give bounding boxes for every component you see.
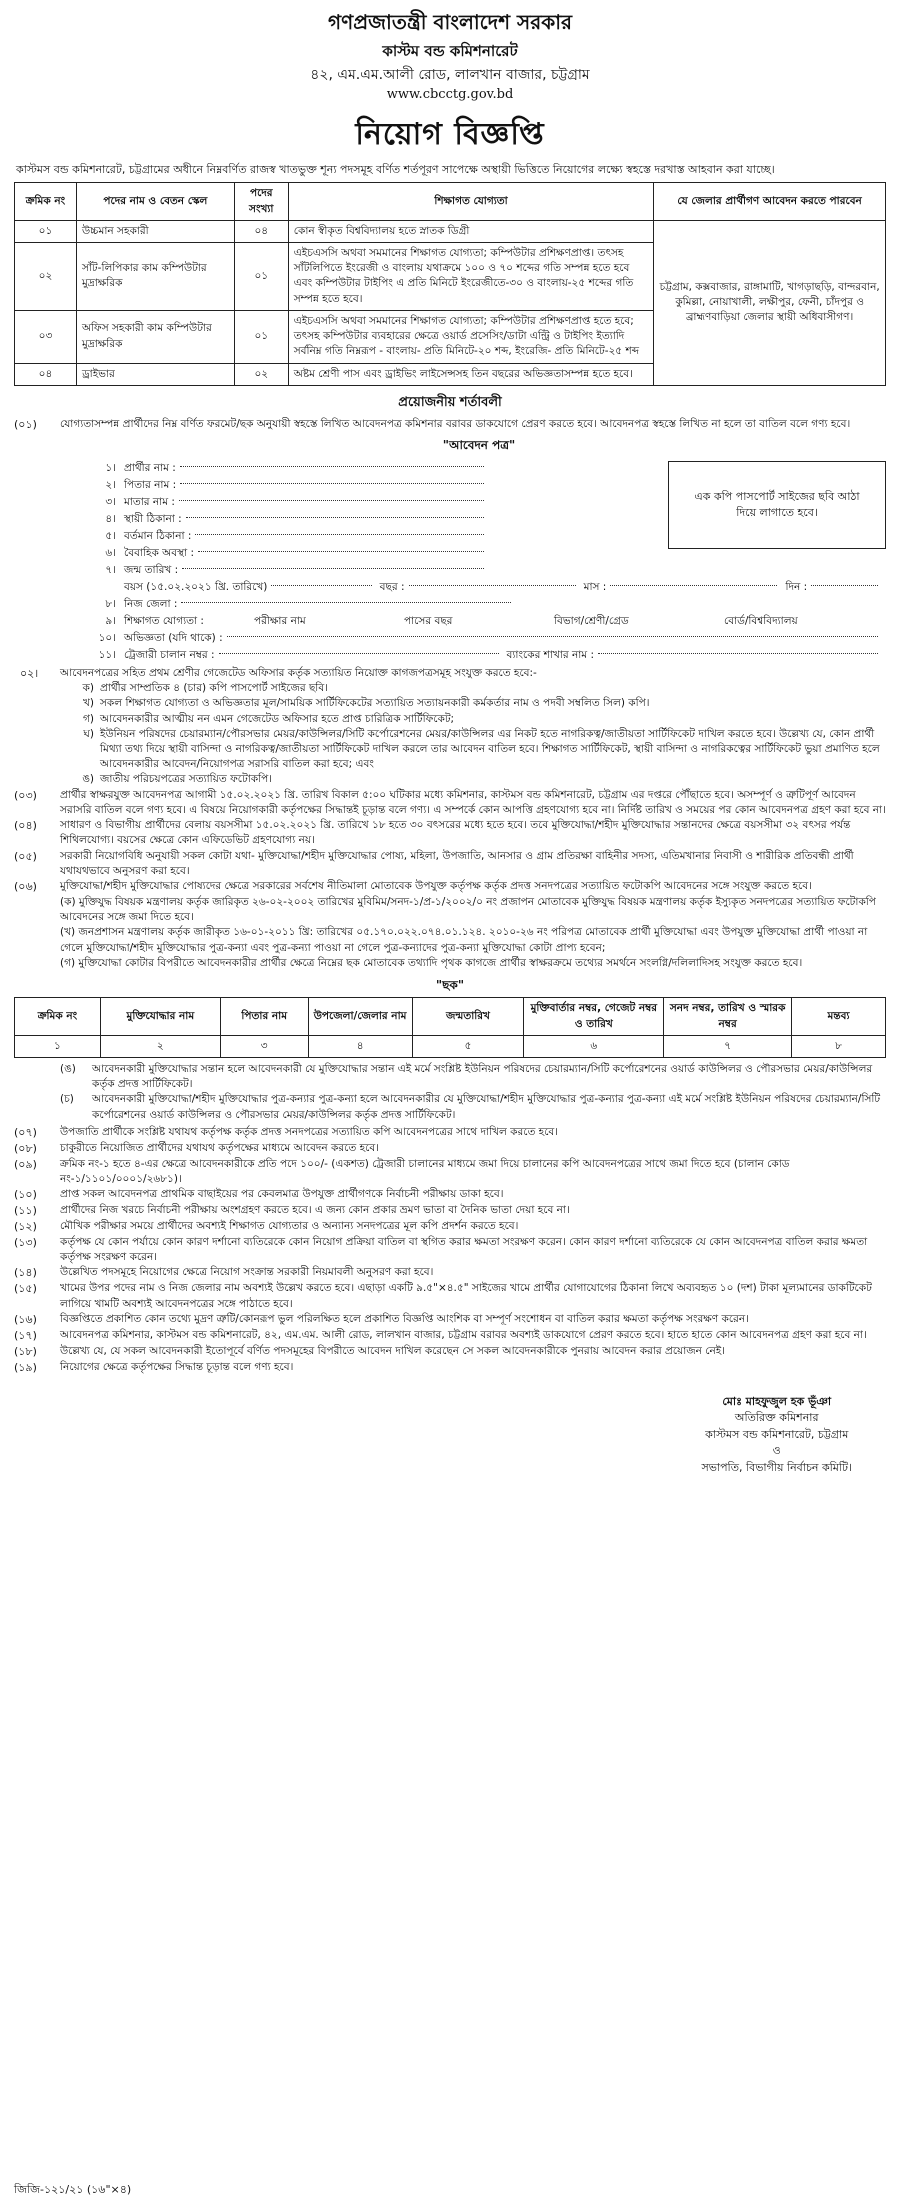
condition-item — [14, 879, 886, 895]
field-number: ৩। — [105, 495, 116, 508]
condition-number: ০২। — [20, 666, 39, 680]
form-field — [72, 647, 886, 664]
cell-post: উচ্চমান সহকারী — [76, 220, 234, 242]
condition-number: (১৮) — [14, 1344, 37, 1358]
signatory-office: কাস্টমস বন্ড কমিশনারেট, চট্টগ্রাম — [705, 1427, 849, 1441]
notice-title: নিয়োগ বিজ্ঞপ্তি — [355, 116, 545, 152]
field-number: ৭। — [105, 563, 116, 576]
field-blank — [610, 585, 777, 586]
field-number: ৯। — [105, 614, 116, 627]
condition-item — [14, 666, 886, 788]
condition-text: আবেদনপত্র কমিশনার, কাস্টমস বন্ড কমিশনারেট, ৪২, এম.এম. আলী রোড, লালখান বাজার, চট্টগ্রাম বরাবর অবশ্যই ডাকযোগে প্রেরণ করতে হবে। হাতে হাতে কোন আবেদনপত্র গ্রহণ করা হবে না। — [60, 1328, 867, 1341]
field-label: জন্ম তারিখ : — [124, 563, 179, 576]
condition-text: উল্লেখিত পদসমূহে নিয়োগের ক্ষেত্রে নিয়োগ সংক্রান্ত সরকারী নিয়মাবলী অনুসরণ করা হবে। — [60, 1266, 434, 1279]
field-label: অভিজ্ঞতা (যদি থাকে) : — [124, 631, 223, 644]
condition-text — [60, 666, 886, 788]
website-link[interactable]: www.cbcctg.gov.bd — [386, 87, 514, 103]
table-row — [15, 220, 886, 242]
item-key: গ) — [83, 712, 94, 725]
ff-th: ক্রমিক নং — [15, 998, 101, 1035]
condition-number: (১৯) — [14, 1360, 37, 1374]
field-number: ৪। — [105, 512, 116, 525]
item-text: জাতীয় পরিচয়পত্রের সত্যায়িত ফটোকপি। — [100, 773, 272, 786]
th-serial: ক্রমিক নং — [15, 183, 77, 220]
condition-item — [14, 1235, 886, 1265]
condition-number: (০৭) — [14, 1125, 37, 1139]
condition-number: (১৬) — [14, 1312, 37, 1326]
signature-block — [14, 1394, 886, 1477]
condition-item — [14, 1187, 886, 1203]
ff-cell: ৩ — [220, 1035, 308, 1057]
notice-header — [14, 8, 886, 156]
condition-02-intro: আবেদনপত্রের সহিত প্রথম শ্রেণীর গেজেটেড অফিসার কর্তৃক সত্যায়িত নিয়োক্ত কাগজপত্রসমূহ সংযুক্ত করতে হবে:- — [60, 666, 537, 679]
field-number: ৮। — [105, 597, 116, 610]
condition-number: (১৪) — [14, 1266, 37, 1280]
form-field — [72, 494, 492, 511]
notice-page — [14, 6, 886, 1476]
condition-text: যোগ্যতাসম্পন্ন প্রার্থীদের নিম্ন বর্ণিত ফরমেট/ছক অনুযায়ী স্বহস্তে লিখিত আবেদনপত্র কমিশনার বরাবর ডাকযোগে প্রেরণ করতে হবে। আবেদনপত্র স্বহস্তে লিখিত না হলে তা বাতিল বলে গণ্য হবে। — [60, 417, 851, 430]
condition-text: মুক্তিযোদ্ধা/শহীদ মুক্তিযোদ্ধার পোষ্যদের ক্ষেত্রে সরকারের সর্বশেষ নীতিমালা মোতাবেক উপযুক্ত কর্তৃপক্ষ কর্তৃক প্রদত্ত সনদপত্রের সত্যায়িত ফটোকপি আবেদনের সঙ্গে সংযুক্ত করতে হবে। — [60, 879, 812, 892]
age-month: মাস : — [583, 580, 607, 593]
field-blank — [182, 568, 484, 569]
field-number: ২। — [105, 478, 116, 491]
cell-qualification: এইচএসসি অথবা সমমানের শিক্ষাগত যোগ্যতা; কম্পিউটার প্রশিক্ষণপ্রাপ্ত হতে হবে; তৎসহ কম্পিউটার ব্যবহারের ক্ষেত্রে ওয়ার্ড প্রসেসিং/ডাটা এন্ট্রি ও টাইপিং ইত্যাদি সর্বনিম্ন গতি নিম্নরূপ - বাংলায়- প্রতি মিনিটে-২০ শব্দ, ইংরেজি- প্রতি মিনিটে-২৫ শব্দ — [288, 310, 654, 363]
list-item — [60, 727, 886, 773]
condition-text: উপজাতি প্রার্থীকে সংশ্লিষ্ট যথাযথ কর্তৃপক্ষ কর্তৃক প্রদত্ত সনদপত্রের সত্যায়িত কপি আবেদনপত্রের সাথে দাখিল করতে হবে। — [60, 1125, 559, 1138]
condition-06-after — [60, 1062, 886, 1123]
condition-text: সরকারী নিয়োগবিধি অনুযায়ী সকল কোটা যথা- মুক্তিযোদ্ধা/শহীদ মুক্তিযোদ্ধার পোষ্য, মহিলা, উপজাতি, আনসার ও গ্রাম প্রতিরক্ষা বাহিনীর সদস্য, এতিমখানার নিবাসী ও শারীরিক প্রতিবন্ধী প্রার্থী যথাযথভাবে অনুসরণ করা হবে। — [60, 849, 854, 877]
item-text: ইউনিয়ন পরিষদের চেয়ারম্যান/পৌরসভার মেয়র/কাউন্সিলর/সিটি কর্পোরেশনের মেয়র/কাউন্সিলর এর নিকট হতে নাগরিকত্ব/জাতীয়তা সার্টিফিকেট দাখিল করতে হবে। উল্লেখ্য যে, কোন প্রার্থী মিথ্যা তথ্য দিয়ে স্থায়ী বাসিন্দা ও নাগরিকত্ব/জাতীয়তা সার্টিফিকেট দাখিল করলে তার আবেদন বাতিল হবে। শিক্ষাগত সার্টিফিকেট, স্থায়ী বাসিন্দা ও নাগরিকত্বের সার্টিফিকেট ভুয়া প্রমাণিত হলে আবেদনকারীর আবেদন/নিয়োগপত্র সরাসরি বাতিল করা হবে; এবং — [100, 727, 880, 771]
conditions-a-list — [14, 788, 886, 895]
condition-text: সাধারণ ও বিভাগীয় প্রার্থীদের বেলায় বয়সসীমা ১৫.০২.২০২১ খ্রি. তারিখে ১৮ হতে ৩০ বৎসরের মধ্যে হতে হবে। তবে মুক্তিযোদ্ধা/শহীদ মুক্তিযোদ্ধার সন্তানদের ক্ষেত্রে বয়সসীমা ৩২ বৎসর পর্যন্ত শিথিলযোগ্য। বয়সের ক্ষেত্রে কোন এফিডেভিট গ্রহণযোগ্য নয়। — [60, 819, 851, 847]
age-prefix: বয়স (১৫.০২.২০২১ খ্রি. তারিখে) — [124, 580, 268, 593]
ff-cell: ৬ — [524, 1035, 664, 1057]
list-item — [60, 1062, 886, 1092]
condition-number: (১১) — [14, 1204, 37, 1218]
conditions-title: প্রয়োজনীয় শর্তাবলী — [398, 394, 502, 410]
item-text: আবেদনকারী মুক্তিযোদ্ধার সন্তান হলে আবেদনকারী যে মুক্তিযোদ্ধার সন্তান এই মর্মে সংশ্লিষ্ট ইউনিয়ন পরিষদের চেয়ারম্যান/সিটি কর্পোরেশনের ওয়ার্ড কাউন্সিলর ও পৌরসভার মেয়র/কাউন্সিলর কর্তৃক প্রদত্ত সার্টিফিকেট। — [92, 1063, 873, 1091]
cell-districts: চট্টগ্রাম, কক্সবাজার, রাঙ্গামাটি, খাগড়াছড়ি, বান্দরবান, কুমিল্লা, নোয়াখালী, লক্ষীপুর, ফেনী, চাঁদপুর ও ব্রাহ্মণবাড়িয়া জেলার স্থায়ী অধিবাসীগণ। — [654, 220, 886, 385]
field-blank — [186, 517, 484, 518]
office-name: কাস্টম বন্ড কমিশনারেট — [382, 42, 518, 60]
ff-th: পিতার নাম — [220, 998, 308, 1035]
condition-item — [14, 1312, 886, 1328]
condition-number: (০৫) — [14, 849, 37, 863]
item-key: খ) — [83, 697, 94, 710]
field-number: ১১। — [98, 648, 116, 661]
ff-cell: ৮ — [792, 1035, 886, 1057]
application-form-title: "আবেদন পত্র" — [442, 437, 516, 452]
table-row — [15, 1035, 886, 1057]
ff-cell: ৫ — [412, 1035, 524, 1057]
field-label: মাতার নাম : — [124, 495, 175, 508]
item-text: আবেদনকারী মুক্তিযোদ্ধা/শহীদ মুক্তিযোদ্ধার পুত্র-কন্যার পুত্র-কন্যা হলে আবেদনকারীর যে মুক্তিযোদ্ধা/শহীদ মুক্তিযোদ্ধার পুত্র-কন্যার পুত্র-কন্যা এই মর্মে সংশ্লিষ্ট ইউনিয়ন পরিষদের চেয়ারম্যান/সিটি কর্পোরেশনের ওয়ার্ড কাউন্সিলর ও পৌরসভার মেয়র/কাউন্সিলর কর্তৃক প্রদত্ত সার্টিফিকেট। — [92, 1093, 881, 1121]
condition-number: (০৪) — [14, 819, 37, 833]
col-exam: পরীক্ষার নাম — [254, 614, 306, 627]
condition-item — [14, 1328, 886, 1344]
form-field — [72, 511, 492, 528]
field-number: ১০। — [98, 631, 116, 644]
condition-number: (১০) — [14, 1188, 37, 1202]
list-item: (গ) মুক্তিযোদ্ধা কোটার বিপরীতে আবেদনকারীর প্রার্থীর ক্ষেত্রে নিম্নের ছক মোতাবেক তথ্যাদি পৃথক কাগজে প্রার্থীর স্বাক্ষরক্রমে তথ্যের সমর্থনে সংলগ্নি/দলিলাদিসহ সংযুক্ত করতে হবে। — [60, 956, 803, 969]
signatory-and: ও — [772, 1444, 781, 1458]
item-key: (ঙ) — [60, 1063, 76, 1076]
condition-item — [14, 1141, 886, 1157]
condition-item — [14, 788, 886, 818]
condition-number: (০৩) — [14, 788, 37, 802]
field-label: পিতার নাম : — [124, 478, 177, 491]
field-blank — [811, 585, 878, 586]
ff-cell: ৭ — [664, 1035, 792, 1057]
condition-text: বিজ্ঞপ্তিতে প্রকাশিত কোন তথ্যে মুদ্রণ ত্রুটি/কোনরূপ ভুল পরিলক্ষিত হলে প্রকাশিত বিজ্ঞপ্তি আংশিক বা সম্পূর্ণ সংশোধন বা বাতিল করার ক্ষমতা কর্তৃপক্ষ সংরক্ষণ করেন। — [60, 1312, 749, 1325]
cell-serial: ০৩ — [15, 310, 77, 363]
col-board: বোর্ড/বিশ্ববিদ্যালয় — [724, 614, 798, 627]
age-year: বছর : — [379, 580, 405, 593]
application-form — [72, 437, 886, 664]
field-blank — [227, 636, 878, 637]
condition-item — [14, 1281, 886, 1311]
signatory-name: মোঃ মাহফুজুল হক ভূঁঞা — [722, 1394, 832, 1408]
th-count: পদের সংখ্যা — [234, 183, 288, 220]
condition-item — [14, 1360, 886, 1376]
condition-item — [14, 1125, 886, 1141]
condition-text: প্রাপ্ত সকল আবেদনপত্র প্রাথমিক বাছাইয়ের পর কেবলমাত্র উপযুক্ত প্রার্থীগণকে নির্বাচনী পরীক্ষায় ডাকা হবে। — [60, 1188, 504, 1201]
government-name: গণপ্রজাতন্ত্রী বাংলাদেশ সরকার — [328, 10, 572, 34]
condition-number: (১২) — [14, 1220, 37, 1234]
freedom-fighter-table — [14, 997, 886, 1058]
th-post: পদের নাম ও বেতন স্কেল — [76, 183, 234, 220]
col-grade: বিভাগ/শ্রেণী/গ্রেড — [554, 614, 629, 627]
posts-table — [14, 182, 886, 385]
form-fields-top — [72, 460, 492, 579]
posts-table-header — [15, 183, 886, 220]
field-blank — [409, 585, 576, 586]
item-text: প্রার্থীর সাম্প্রতিক ৪ (চার) কপি পাসপোর্ট সাইজের ছবি। — [100, 682, 328, 695]
condition-text: মৌখিক পরীক্ষার সময়ে প্রার্থীদের অবশ্যই শিক্ষাগত যোগ্যতার ও অন্যান্য সনদপত্রের মূল কপি প্রদর্শন করতে হবে। — [60, 1220, 519, 1233]
conditions-b-list — [14, 1125, 886, 1376]
condition-number: (১৭) — [14, 1328, 37, 1342]
condition-number: (০৮) — [14, 1141, 37, 1155]
item-text: আবেদনকারীর আত্মীয় নন এমন গেজেটেড অফিসার হতে প্রাপ্ত চারিত্রিক সার্টিফিকেট; — [100, 712, 455, 725]
form-field — [72, 630, 886, 647]
item-key: ঘ) — [83, 727, 94, 740]
condition-text: খামের উপর পদের নাম ও নিজ জেলার নাম অবশ্যই উল্লেখ করতে হবে। এছাড়া একটি ৯.৫"×৪.৫" সাইজের খামে প্রার্থীর যোগাযোগের ঠিকানা লিখে অব্যবহৃত ১০ (দশ) টাকা মূল্যমানের ডাকটিকেট লাগিয়ে খামটি অবশ্যই আবেদনপত্রের সঙ্গে পাঠাতে হবে। — [60, 1282, 872, 1310]
field-bank-label: ব্যাংকের শাখার নাম : — [506, 648, 595, 661]
list-item — [60, 772, 886, 787]
condition-number: (১৩) — [14, 1236, 37, 1250]
ff-th: জন্মতারিখ — [412, 998, 524, 1035]
cell-post: ড্রাইভার — [76, 363, 234, 385]
ff-th: উপজেলা/জেলার নাম — [308, 998, 412, 1035]
cell-post: অফিস সহকারী কাম কম্পিউটার মুদ্রাক্ষরিক — [76, 310, 234, 363]
ff-th: মুক্তিযোদ্ধার নাম — [100, 998, 220, 1035]
condition-item — [14, 849, 886, 879]
condition-item — [14, 1157, 886, 1187]
list-item — [60, 681, 886, 696]
field-label: বর্তমান ঠিকানা : — [124, 529, 192, 542]
cell-qualification: কোন স্বীকৃত বিশ্ববিদ্যালয় হতে স্নাতক ডিগ্রী — [288, 220, 654, 242]
ff-table-title: "ছক" — [435, 978, 465, 992]
ff-cell: ২ — [100, 1035, 220, 1057]
condition-text: প্রার্থীর স্বাক্ষরযুক্ত আবেদনপত্র আগামী ১৫.০২.২০২১ খ্রি. তারিখ বিকাল ৫:০০ ঘটিকার মধ্যে কমিশনার, কাস্টমস বন্ড কমিশনারেট, চট্টগ্রাম এর দপ্তরে পৌঁছাতে হবে। অসম্পূর্ণ ও ত্রুটিপূর্ণ আবেদন সরাসরি বাতিল বলে গণ্য হবে। এ বিষয়ে নিয়োগকারী কর্তৃপক্ষের সিদ্ধান্তই চূড়ান্ত বলে গণ্য। এ সম্পর্কে কোন আপত্তি গ্রহণযোগ্য হবে না। নির্দিষ্ট তারিখ ও সময়ের পর কোন আবেদনপত্র গ্রহণ করা হবে না। — [60, 788, 886, 816]
ff-th: মুক্তিবার্তার নম্বর, গেজেট নম্বর ও তারিখ — [524, 998, 664, 1035]
field-blank — [195, 534, 484, 535]
ff-th: মন্তব্য — [792, 998, 886, 1035]
photo-note: এক কপি পাসপোর্ট সাইজের ছবি আঠা দিয়ে লাগাতে হবে। — [694, 489, 860, 519]
item-key: (চ) — [60, 1093, 74, 1106]
cell-serial: ০২ — [15, 242, 77, 310]
th-districts: যে জেলার প্রার্থীগণ আবেদন করতে পারবেন — [654, 183, 886, 220]
condition-text: উল্লেখ্য যে, যে সকল আবেদনকারী ইতোপূর্বে বর্ণিত পদসমূহের বিপরীতে আবেদন দাখিল করেছেন সে সকল আবেদনকারীকে পুনরায় আবেদন করার প্রয়োজন নেই। — [60, 1344, 726, 1357]
intro-text: কাস্টমস বন্ড কমিশনারেট, চট্টগ্রামের অধীনে নিম্নবর্ণিত রাজস্ব খাতভুক্ত শূন্য পদসমূহ বর্ণিত শর্তপূরণ সাপেক্ষে অস্থায়ী ভিত্তিতে নিয়োগের লক্ষ্যে স্বহস্তে দরখাস্ত আহবান করা যাচ্ছে। — [16, 163, 775, 177]
condition-text: কর্তৃপক্ষ যে কোন পর্যায়ে কোন কারণ দর্শানো ব্যতিরেকে কোন নিয়োগ প্রক্রিয়া বাতিল বা স্থগিত করার ক্ষমতা সংরক্ষণ করেন। কোন কারণ দর্শানো ব্যতিরেকে যে কোন আবেদনপত্র বাতিল করার ক্ষমতা কর্তৃপক্ষ সংরক্ষণ করেন। — [60, 1236, 868, 1264]
condition-item — [14, 818, 886, 848]
cell-count: ০২ — [234, 363, 288, 385]
form-field — [72, 545, 492, 562]
form-field — [72, 528, 492, 545]
age-day: দিন : — [785, 580, 808, 593]
cell-serial: ০১ — [15, 220, 77, 242]
list-item — [60, 712, 886, 727]
field-blank — [219, 653, 499, 654]
field-label: নিজ জেলা : — [124, 597, 178, 610]
condition-number: (১৫) — [14, 1282, 37, 1296]
signatory-committee: সভাপতি, বিভাগীয় নির্বাচন কমিটি। — [701, 1460, 852, 1474]
list-item — [60, 1092, 886, 1122]
ff-th: সনদ নম্বর, তারিখ ও স্মারক নম্বর — [664, 998, 792, 1035]
footer-code: জিজি-১২১/২১ (১৬"×৪) — [14, 2183, 132, 2197]
form-field — [72, 613, 886, 630]
list-item: (খ) জনপ্রশাসন মন্ত্রণালয় কর্তৃক জারীকৃত ১৬-০১-২০১১ খ্রি: তারিখের ০৫.১৭০.০২২.০৭৪.০১.১২৪. ২০১০-২৬ নং পরিপত্র মোতাবেক প্রার্থী মুক্তিযোদ্ধা এবং উপযুক্ত মুক্তিযোদ্ধা প্রার্থী পাওয়া না গেলে মুক্তিযোদ্ধা/শহীদ মুক্তিযোদ্ধার পুত্র-কন্যা এবং পুত্র-কন্যা পাওয়া না গেলে পুত্র-কন্যাদের পুত্র-কন্যা মুক্তিযোদ্ধা কোটা প্রাপ্য হবেন; — [60, 926, 868, 954]
condition-number: (০৯) — [14, 1157, 37, 1171]
cell-qualification: অষ্টম শ্রেণী পাস এবং ড্রাইভিং লাইসেন্সসহ তিন বছরের অভিজ্ঞতাসম্পন্ন হতে হবে। — [288, 363, 654, 385]
cell-qualification: এইচএসসি অথবা সমমানের শিক্ষাগত যোগ্যতা; কম্পিউটার প্রশিক্ষণপ্রাপ্ত। তৎসহ সাঁটলিপিতে ইংরেজী ও বাংলায় যথাক্রমে ১০০ ও ৭০ শব্দের গতি সম্পন্ন হতে হবে এবং কম্পিউটার টাইপিং এ প্রতি মিনিটে ইংরেজীতে-৩০ ও বাংলায়-২৫ শব্দের গতি সম্পন্ন হতে হবে। — [288, 242, 654, 310]
ff-cell: ৪ — [308, 1035, 412, 1057]
age-line — [72, 579, 886, 596]
field-blank — [180, 466, 484, 467]
condition-item — [14, 417, 886, 433]
condition-item — [14, 1203, 886, 1219]
list-item — [60, 696, 886, 711]
field-number: ১। — [105, 461, 116, 474]
ff-cell: ১ — [15, 1035, 101, 1057]
field-blank — [198, 551, 484, 552]
field-number: ৫। — [105, 529, 116, 542]
form-field — [72, 562, 492, 579]
field-blank — [179, 500, 484, 501]
th-qualification: শিক্ষাগত যোগ্যতা — [288, 183, 654, 220]
condition-item — [14, 1265, 886, 1281]
signatory-designation: অতিরিক্ত কমিশনার — [734, 1411, 819, 1425]
form-field — [72, 596, 886, 613]
condition-text: প্রার্থীদের নিজ খরচে নির্বাচনী পরীক্ষায় অংশগ্রহণ করতে হবে। এ জন্য কোন প্রকার ভ্রমণ ভাতা বা দৈনিক ভাতা দেয়া হবে না। — [60, 1204, 570, 1217]
condition-number: (০১) — [14, 417, 37, 431]
item-text: সকল শিক্ষাগত যোগ্যতা ও অভিজ্ঞতার মূল/সাময়িক সার্টিফিকেটের সত্যায়িত সত্যায়নকারী কর্মকর্তার নাম ও পদবী সম্বলিত সিল) কপি। — [100, 697, 650, 710]
office-address: ৪২, এম.এম.আলী রোড, লালখান বাজার, চট্টগ্রাম — [310, 66, 590, 83]
field-blank — [180, 483, 484, 484]
col-year: পাসের বছর — [404, 614, 453, 627]
list-item: (ক) মুক্তিযুদ্ধ বিষয়ক মন্ত্রণালয় কর্তৃক জারিকৃত ২৬-০২-২০০২ তারিখের মুবিমিম/সনদ-১/প্র-১/২০০২/০ নং প্রজাপন মোতাবেক মুক্তিযুদ্ধ বিষয়ক মন্ত্রণালয় কর্তৃক ইস্যুকৃত সনদপত্রের সত্যায়িত ফটোকপি আবেদনের সঙ্গে জমা দিতে হবে। — [60, 895, 876, 924]
cell-count: ০১ — [234, 242, 288, 310]
cell-serial: ০৪ — [15, 363, 77, 385]
cell-count: ০১ — [234, 310, 288, 363]
field-label: ট্রেজারী চালান নম্বর : — [124, 648, 215, 661]
field-label: শিক্ষাগত যোগ্যতা : — [124, 614, 204, 627]
ff-table-header — [15, 998, 886, 1035]
condition-text: ক্রমিক নং-১ হতে ৪-এর ক্ষেত্রে আবেদনকারীকে প্রতি পদে ১০০/- (একশত) ট্রেজারী চালানের মাধ্যমে জমা দিয়ে চালানের কপি আবেদনপত্রের সাথে জমা দিতে হবে (চালান কোড নং-১/১১০১/০০০১/২৬৮১)। — [60, 1157, 790, 1186]
condition-02-items — [60, 681, 886, 788]
field-blank — [181, 602, 511, 603]
cell-post: সাঁট-লিপিকার কাম কম্পিউটার মুদ্রাক্ষরিক — [76, 242, 234, 310]
item-key: ঙ) — [82, 773, 94, 786]
condition-item — [14, 1344, 886, 1360]
form-field — [72, 460, 492, 477]
condition-number: (০৬) — [14, 879, 37, 893]
condition-text: নিয়োগের ক্ষেত্রে কর্তৃপক্ষের সিদ্ধান্ত চূড়ান্ত বলে গণ্য হবে। — [60, 1360, 294, 1373]
condition-item — [14, 1219, 886, 1235]
field-label: বৈবাহিক অবস্থা : — [124, 546, 194, 559]
condition-06-parts — [60, 895, 886, 971]
field-number: ৬। — [105, 546, 116, 559]
field-label: প্রার্থীর নাম : — [124, 461, 176, 474]
cell-count: ০৪ — [234, 220, 288, 242]
form-field — [72, 477, 492, 494]
field-label: স্থায়ী ঠিকানা : — [124, 512, 182, 525]
item-key: ক) — [82, 682, 94, 695]
field-blank — [271, 585, 371, 586]
field-blank — [598, 653, 878, 654]
photo-box — [668, 461, 886, 549]
condition-text: চাকুরীতে নিয়োজিত প্রার্থীদের যথাযথ কর্তৃপক্ষের মাধ্যমে আবেদন করতে হবে। — [60, 1141, 379, 1154]
